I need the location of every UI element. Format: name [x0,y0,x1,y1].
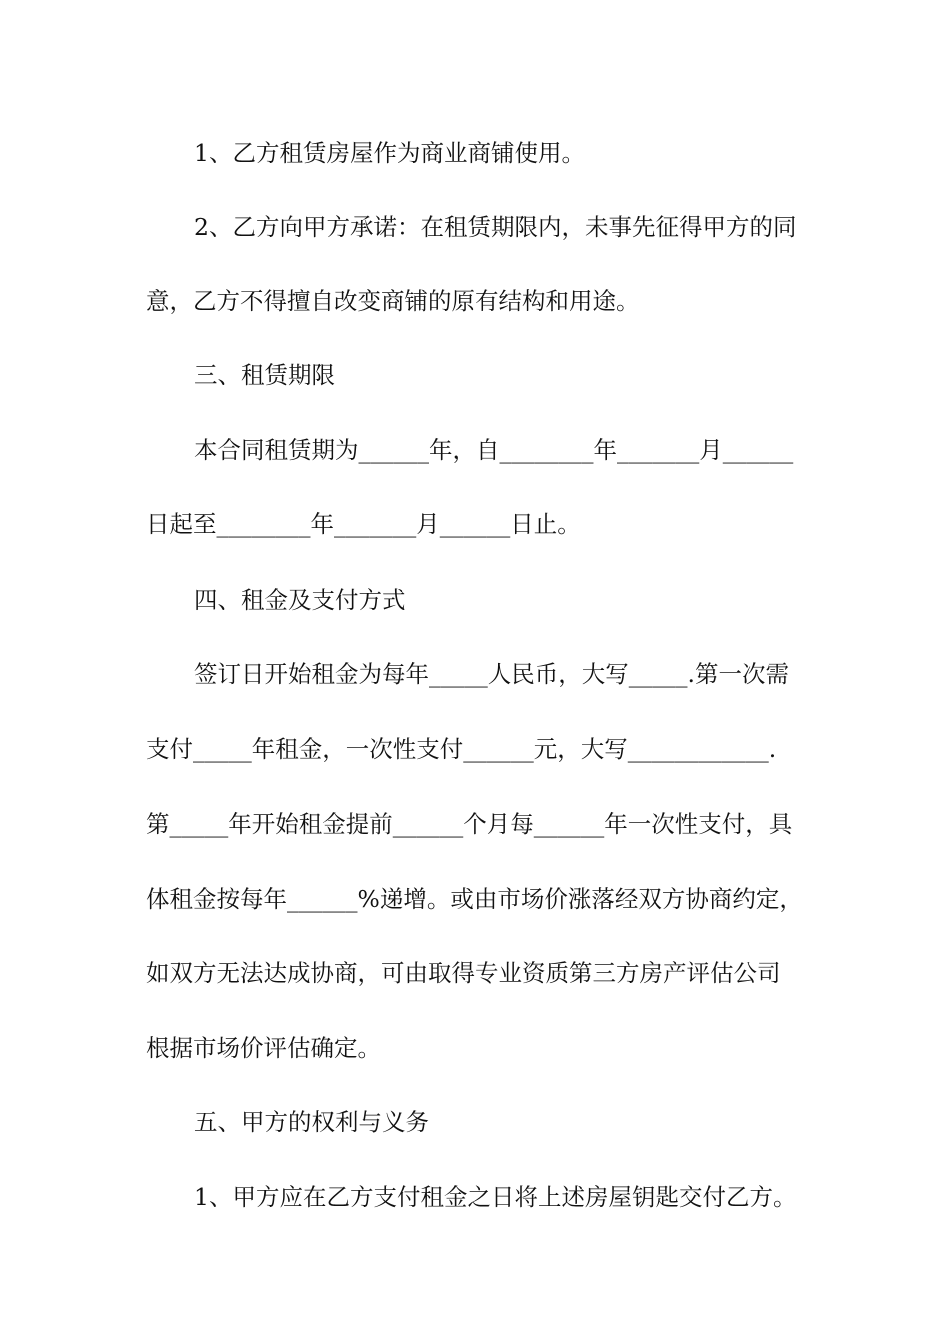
rent-line-2: 支付_____年租金，一次性支付______元，大写____________. [146,735,777,763]
rent-line-1: 签订日开始租金为每年_____人民币，大写_____.第一次需 [194,660,789,688]
section-heading-rent-payment: 四、租金及支付方式 [194,586,406,614]
rent-line-5: 如双方无法达成协商，可由取得专业资质第三方房产评估公司 [146,959,781,987]
section-heading-lease-term: 三、租赁期限 [194,361,335,389]
rent-line-4: 体租金按每年______%递增。或由市场价涨落经双方协商约定， [146,885,803,913]
party-a-clause-1: 1、甲方应在乙方支付租金之日将上述房屋钥匙交付乙方。 [194,1183,797,1211]
clause-promise-line-2: 意，乙方不得擅自改变商铺的原有结构和用途。 [146,287,640,315]
section-heading-party-a-rights: 五、甲方的权利与义务 [194,1108,429,1136]
rent-line-6: 根据市场价评估确定。 [146,1034,381,1062]
rent-line-3: 第_____年开始租金提前______个月每______年一次性支付，具 [146,810,793,838]
lease-term-line-2: 日起至________年_______月______日止。 [146,510,581,538]
lease-term-line-1: 本合同租赁期为______年，自________年_______月______ [194,436,794,464]
clause-promise-line-1: 2、乙方向甲方承诺：在租赁期限内，未事先征得甲方的同 [194,213,797,241]
clause-usage-commercial: 1、乙方租赁房屋作为商业商铺使用。 [194,139,585,167]
